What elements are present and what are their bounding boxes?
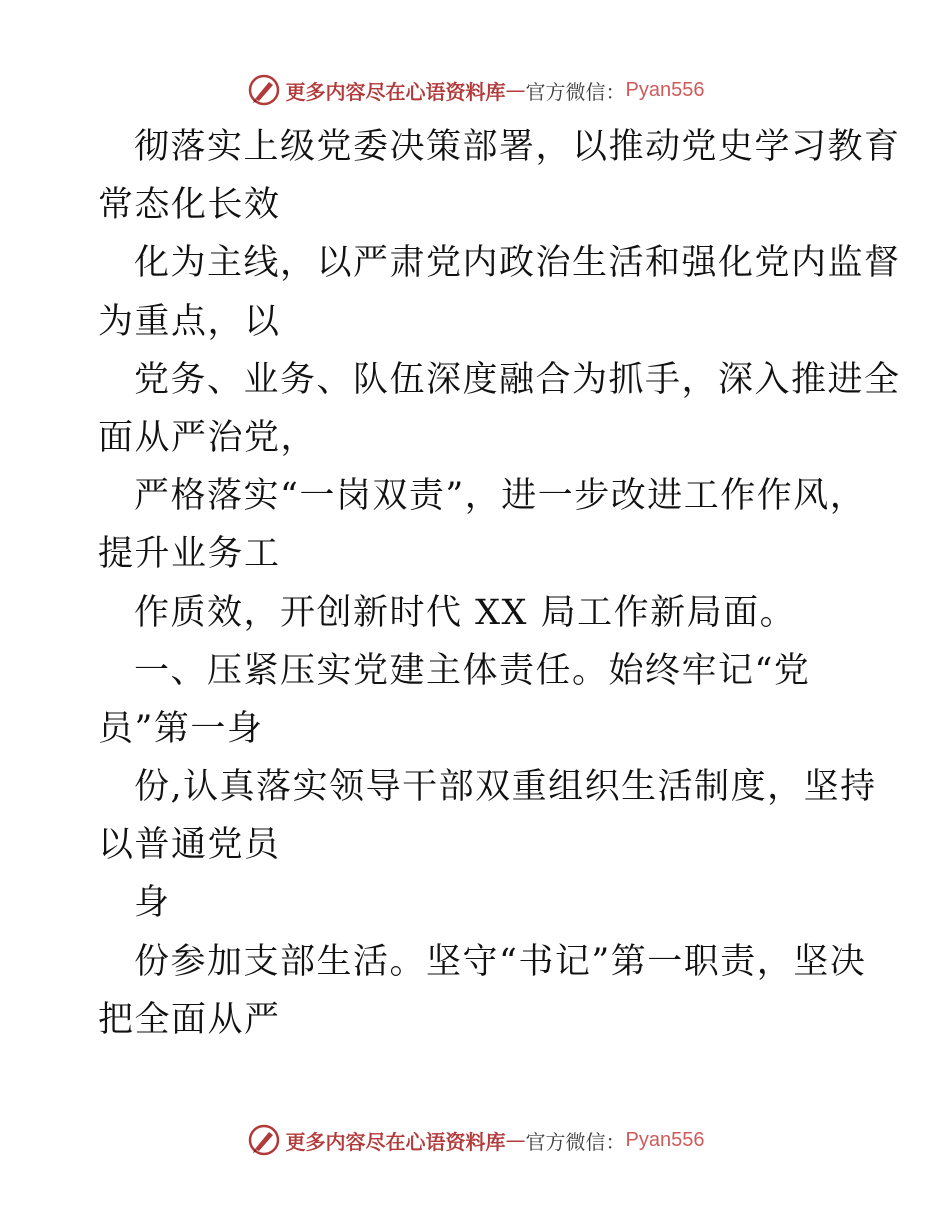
header-watermark-banner bbox=[0, 70, 950, 110]
document-body bbox=[98, 118, 901, 1049]
text-line: 面从严治党， bbox=[98, 417, 318, 458]
banner-account-id: Pyan556 bbox=[625, 78, 705, 101]
text-line: 身 bbox=[134, 883, 171, 924]
text-line: 常态化长效 bbox=[98, 185, 281, 226]
text-line: 严格落实“一岗双责”，进一步改进工作作风， bbox=[134, 476, 867, 517]
text-line: 为重点，以 bbox=[98, 301, 281, 342]
banner-account-id: Pyan556 bbox=[625, 1128, 705, 1151]
text-line: 份,认真落实领导干部双重组织生活制度，坚持 bbox=[134, 767, 877, 808]
banner-separator: — bbox=[505, 1128, 526, 1152]
text-line: 提升业务工 bbox=[98, 534, 281, 575]
text-line: 份参加支部生活。坚守“书记”第一职责，坚决 bbox=[134, 941, 867, 982]
text-line: 党务、业务、队伍深度融合为抓手，深入推进全 bbox=[134, 359, 901, 400]
footer-watermark-banner bbox=[0, 1120, 950, 1160]
text-line: 化为主线，以严肃党内政治生活和强化党内监督 bbox=[134, 243, 901, 284]
text-line: 一、压紧压实党建主体责任。始终牢记“党 bbox=[134, 650, 811, 691]
text-line: 以普通党员 bbox=[98, 825, 281, 866]
banner-brand-text: 更多内容尽在心语资料库 bbox=[285, 1129, 506, 1154]
pen-logo-icon bbox=[246, 72, 282, 108]
banner-brand-text: 更多内容尽在心语资料库 bbox=[285, 79, 506, 104]
text-line: 彻落实上级党委决策部署，以推动党史学习教育 bbox=[134, 127, 901, 167]
text-line: 作质效，开创新时代 XX 局工作新局面。 bbox=[134, 592, 797, 633]
text-line: 员”第一身 bbox=[98, 708, 264, 749]
text-line: 把全面从严 bbox=[98, 999, 281, 1040]
banner-wechat-label: 官方微信： bbox=[525, 79, 626, 104]
banner-separator: — bbox=[505, 78, 526, 102]
pen-logo-icon bbox=[246, 1122, 282, 1158]
banner-wechat-label: 官方微信： bbox=[525, 1129, 626, 1154]
